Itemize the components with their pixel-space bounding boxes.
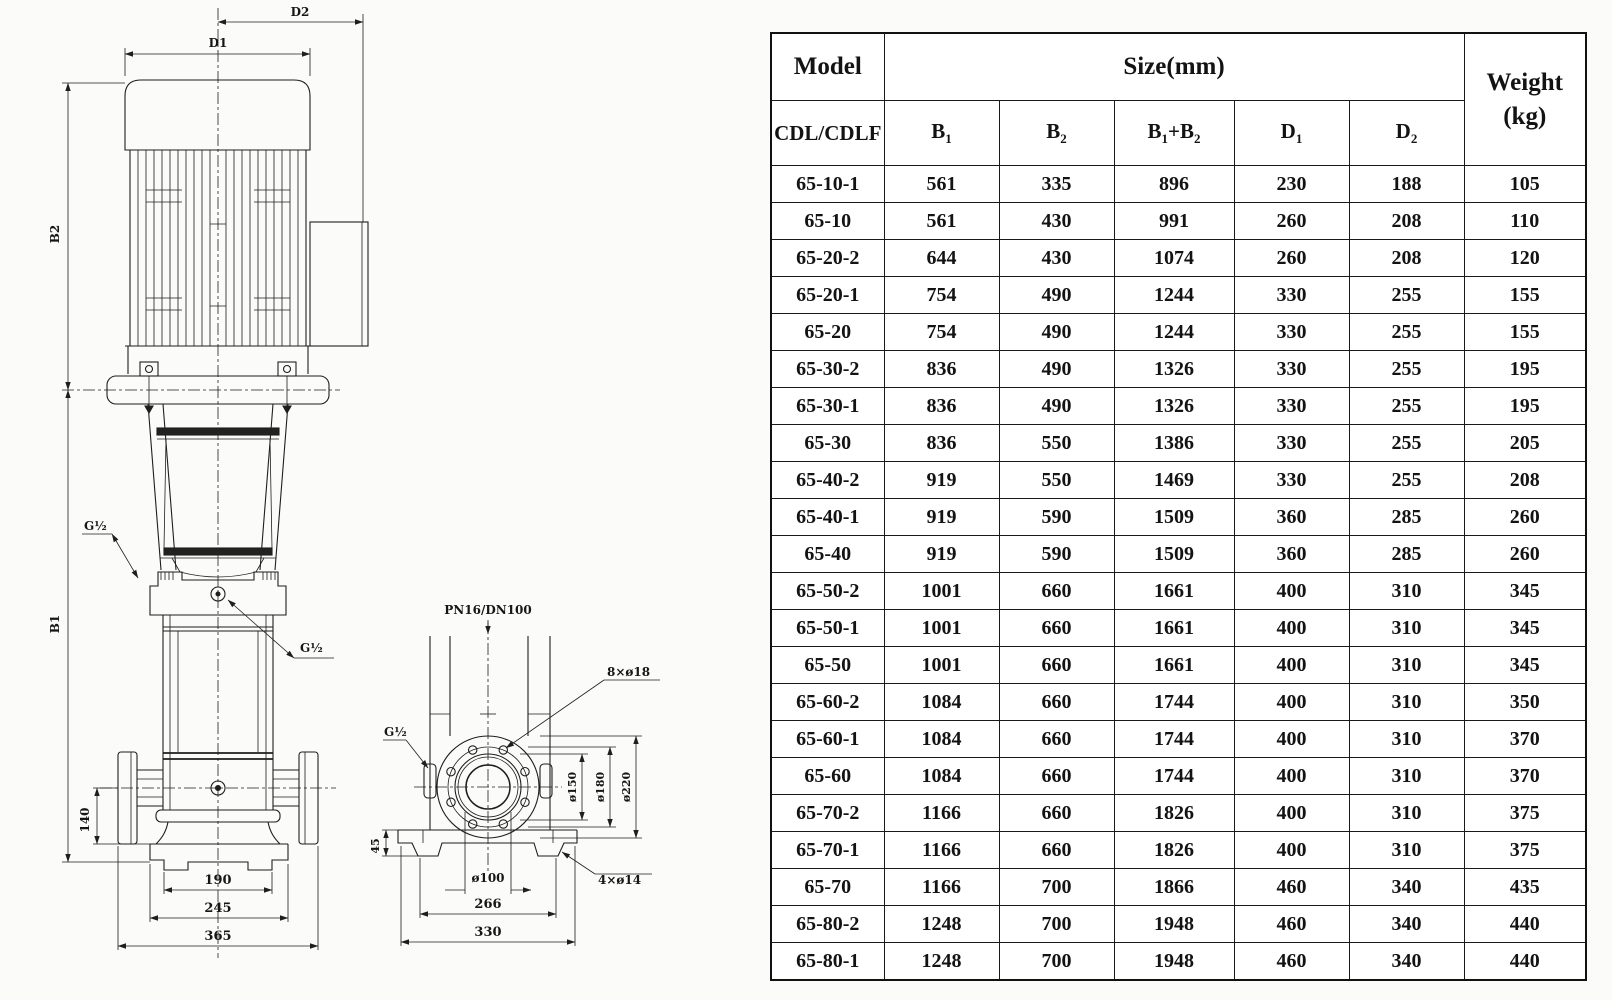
- value-cell: 340: [1349, 906, 1464, 943]
- model-cell: 65-40-1: [771, 499, 884, 536]
- value-cell: 1948: [1114, 906, 1234, 943]
- model-cell: 65-20: [771, 314, 884, 351]
- table-row: [771, 462, 1586, 499]
- value-cell: 660: [999, 647, 1114, 684]
- model-cell: 65-50-1: [771, 610, 884, 647]
- value-cell: 490: [999, 314, 1114, 351]
- value-cell: 255: [1349, 425, 1464, 462]
- value-cell: 1248: [884, 943, 999, 981]
- value-cell: 991: [1114, 203, 1234, 240]
- value-cell: 350: [1464, 684, 1586, 721]
- value-cell: 1001: [884, 647, 999, 684]
- value-cell: 700: [999, 906, 1114, 943]
- value-cell: 310: [1349, 647, 1464, 684]
- value-cell: 400: [1234, 684, 1349, 721]
- dim-label-d1: D1: [208, 36, 228, 50]
- model-cell: 65-60-1: [771, 721, 884, 758]
- pump-size-table: [770, 32, 1587, 981]
- dimension-d1: [125, 48, 310, 76]
- dim-label-190: 190: [204, 873, 232, 888]
- value-cell: 1744: [1114, 758, 1234, 795]
- value-cell: 330: [1234, 351, 1349, 388]
- dim-label-245: 245: [204, 901, 232, 916]
- value-cell: 1661: [1114, 610, 1234, 647]
- value-cell: 660: [999, 721, 1114, 758]
- model-cell: 65-40: [771, 536, 884, 573]
- base-holes-label: 4×ø14: [598, 873, 642, 887]
- model-cell: 65-80-2: [771, 906, 884, 943]
- value-cell: 1661: [1114, 647, 1234, 684]
- value-cell: 340: [1349, 869, 1464, 906]
- value-cell: 1326: [1114, 388, 1234, 425]
- value-cell: 330: [1234, 425, 1349, 462]
- value-cell: 260: [1234, 203, 1349, 240]
- column-header-size-4: $D_2$: [1349, 101, 1464, 166]
- value-cell: 1744: [1114, 684, 1234, 721]
- value-cell: 330: [1234, 314, 1349, 351]
- value-cell: 330: [1234, 277, 1349, 314]
- value-cell: 400: [1234, 647, 1349, 684]
- motor-junction-box: [310, 222, 368, 346]
- table-row: [771, 499, 1586, 536]
- model-cell: 65-10: [771, 203, 884, 240]
- dim-label-b2: B2: [48, 224, 62, 244]
- table-row: [771, 425, 1586, 462]
- value-cell: 310: [1349, 610, 1464, 647]
- table-row: [771, 203, 1586, 240]
- bolt-holes-label: 8×ø18: [607, 665, 651, 679]
- dim-label-dia180: ø180: [594, 771, 607, 803]
- value-cell: 1469: [1114, 462, 1234, 499]
- value-cell: 285: [1349, 536, 1464, 573]
- value-cell: 490: [999, 277, 1114, 314]
- model-cell: 65-30-1: [771, 388, 884, 425]
- flange-leaders: [383, 620, 660, 874]
- column-header-size-1: $B_2$: [999, 101, 1114, 166]
- table-row: [771, 684, 1586, 721]
- pump-technical-drawing: [0, 0, 770, 1000]
- table-row: [771, 758, 1586, 795]
- dimension-b: [62, 83, 150, 862]
- value-cell: 1248: [884, 906, 999, 943]
- value-cell: 208: [1349, 240, 1464, 277]
- value-cell: 460: [1234, 943, 1349, 981]
- model-cell: 65-20-2: [771, 240, 884, 277]
- value-cell: 660: [999, 684, 1114, 721]
- value-cell: 919: [884, 499, 999, 536]
- table-row: [771, 610, 1586, 647]
- model-cell: 65-50: [771, 647, 884, 684]
- value-cell: 460: [1234, 869, 1349, 906]
- table-row: [771, 647, 1586, 684]
- table-row: [771, 536, 1586, 573]
- value-cell: 400: [1234, 758, 1349, 795]
- value-cell: 255: [1349, 277, 1464, 314]
- value-cell: 345: [1464, 610, 1586, 647]
- table-row: [771, 943, 1586, 981]
- value-cell: 310: [1349, 832, 1464, 869]
- value-cell: 1509: [1114, 499, 1234, 536]
- value-cell: 430: [999, 240, 1114, 277]
- value-cell: 310: [1349, 795, 1464, 832]
- table-row: [771, 906, 1586, 943]
- value-cell: 836: [884, 351, 999, 388]
- value-cell: 660: [999, 573, 1114, 610]
- model-cell: 65-30-2: [771, 351, 884, 388]
- value-cell: 260: [1464, 536, 1586, 573]
- value-cell: 310: [1349, 684, 1464, 721]
- motor-outline: [125, 80, 310, 346]
- value-cell: 700: [999, 943, 1114, 981]
- model-cell: 65-20-1: [771, 277, 884, 314]
- value-cell: 255: [1349, 351, 1464, 388]
- table-row: [771, 869, 1586, 906]
- model-cell: 65-30: [771, 425, 884, 462]
- value-cell: 195: [1464, 388, 1586, 425]
- dimension-d2: [218, 14, 363, 222]
- value-cell: 754: [884, 314, 999, 351]
- dim-label-dia100: ø100: [471, 871, 505, 885]
- value-cell: 345: [1464, 647, 1586, 684]
- value-cell: 255: [1349, 388, 1464, 425]
- table-row: [771, 351, 1586, 388]
- model-cell: 65-50-2: [771, 573, 884, 610]
- column-header-series: CDL/CDLF: [771, 101, 884, 166]
- value-cell: 205: [1464, 425, 1586, 462]
- value-cell: 310: [1349, 721, 1464, 758]
- value-cell: 1244: [1114, 277, 1234, 314]
- value-cell: 208: [1464, 462, 1586, 499]
- model-cell: 65-60: [771, 758, 884, 795]
- dim-label-dia150: ø150: [566, 771, 579, 803]
- column-header-size-3: $D_1$: [1234, 101, 1349, 166]
- value-cell: 700: [999, 869, 1114, 906]
- model-cell: 65-70: [771, 869, 884, 906]
- value-cell: 400: [1234, 573, 1349, 610]
- value-cell: 375: [1464, 832, 1586, 869]
- dim-label-330: 330: [474, 925, 502, 940]
- value-cell: 644: [884, 240, 999, 277]
- table-row: [771, 388, 1586, 425]
- value-cell: 208: [1349, 203, 1464, 240]
- dimension-140: [93, 788, 150, 844]
- value-cell: 754: [884, 277, 999, 314]
- value-cell: 896: [1114, 166, 1234, 203]
- weight-label-line1: Weight: [1486, 68, 1563, 96]
- value-cell: 1084: [884, 758, 999, 795]
- value-cell: 1166: [884, 869, 999, 906]
- value-cell: 836: [884, 388, 999, 425]
- value-cell: 1244: [1114, 314, 1234, 351]
- value-cell: 230: [1234, 166, 1349, 203]
- column-header-model: Model: [771, 33, 884, 101]
- value-cell: 440: [1464, 906, 1586, 943]
- value-cell: 310: [1349, 758, 1464, 795]
- value-cell: 1866: [1114, 869, 1234, 906]
- value-cell: 490: [999, 388, 1114, 425]
- table-row: [771, 240, 1586, 277]
- value-cell: 1661: [1114, 573, 1234, 610]
- value-cell: 590: [999, 536, 1114, 573]
- model-cell: 65-70-2: [771, 795, 884, 832]
- value-cell: 260: [1464, 499, 1586, 536]
- value-cell: 110: [1464, 203, 1586, 240]
- table-row: [771, 314, 1586, 351]
- dim-label-140: 140: [78, 807, 92, 833]
- value-cell: 430: [999, 203, 1114, 240]
- value-cell: 1166: [884, 795, 999, 832]
- value-cell: 400: [1234, 832, 1349, 869]
- value-cell: 1744: [1114, 721, 1234, 758]
- value-cell: 919: [884, 462, 999, 499]
- value-cell: 375: [1464, 795, 1586, 832]
- value-cell: 440: [1464, 943, 1586, 981]
- value-cell: 360: [1234, 536, 1349, 573]
- dim-label-45: 45: [369, 838, 382, 854]
- value-cell: 561: [884, 166, 999, 203]
- column-header-size: Size(mm): [884, 33, 1464, 101]
- dimension-table: [770, 32, 1587, 981]
- value-cell: 590: [999, 499, 1114, 536]
- value-cell: 1074: [1114, 240, 1234, 277]
- value-cell: 260: [1234, 240, 1349, 277]
- inlet-thread-label: G½: [84, 519, 107, 533]
- table-row: [771, 795, 1586, 832]
- model-cell: 65-40-2: [771, 462, 884, 499]
- dim-label-d2: D2: [290, 5, 310, 19]
- column-header-weight: [1464, 33, 1586, 166]
- gauge-thread-label: G½: [384, 725, 407, 739]
- table-row: [771, 277, 1586, 314]
- model-cell: 65-60-2: [771, 684, 884, 721]
- dim-label-266: 266: [474, 897, 502, 912]
- value-cell: 360: [1234, 499, 1349, 536]
- value-cell: 400: [1234, 610, 1349, 647]
- weight-label-line2: (kg): [1503, 102, 1547, 130]
- value-cell: 460: [1234, 906, 1349, 943]
- value-cell: 255: [1349, 462, 1464, 499]
- value-cell: 660: [999, 832, 1114, 869]
- drain-thread-label: G½: [300, 641, 323, 655]
- value-cell: 255: [1349, 314, 1464, 351]
- value-cell: 1084: [884, 721, 999, 758]
- value-cell: 1826: [1114, 832, 1234, 869]
- value-cell: 1326: [1114, 351, 1234, 388]
- value-cell: 660: [999, 795, 1114, 832]
- value-cell: 120: [1464, 240, 1586, 277]
- value-cell: 340: [1349, 943, 1464, 981]
- table-row: [771, 166, 1586, 203]
- value-cell: 1001: [884, 573, 999, 610]
- value-cell: 561: [884, 203, 999, 240]
- value-cell: 1948: [1114, 943, 1234, 981]
- value-cell: 370: [1464, 758, 1586, 795]
- dim-label-365: 365: [204, 929, 232, 944]
- value-cell: 155: [1464, 277, 1586, 314]
- value-cell: 195: [1464, 351, 1586, 388]
- value-cell: 345: [1464, 573, 1586, 610]
- flange-base: [398, 830, 577, 856]
- value-cell: 1166: [884, 832, 999, 869]
- value-cell: 330: [1234, 388, 1349, 425]
- table-row: [771, 573, 1586, 610]
- value-cell: 1084: [884, 684, 999, 721]
- table-row: [771, 832, 1586, 869]
- value-cell: 550: [999, 425, 1114, 462]
- value-cell: 285: [1349, 499, 1464, 536]
- value-cell: 310: [1349, 573, 1464, 610]
- value-cell: 1826: [1114, 795, 1234, 832]
- value-cell: 1509: [1114, 536, 1234, 573]
- value-cell: 1001: [884, 610, 999, 647]
- value-cell: 370: [1464, 721, 1586, 758]
- model-cell: 65-80-1: [771, 943, 884, 981]
- dim-label-b1: B1: [48, 614, 62, 634]
- value-cell: 490: [999, 351, 1114, 388]
- value-cell: 155: [1464, 314, 1586, 351]
- pump-base: [150, 810, 288, 870]
- dim-label-dia220: ø220: [620, 771, 633, 803]
- value-cell: 660: [999, 758, 1114, 795]
- value-cell: 550: [999, 462, 1114, 499]
- value-cell: 919: [884, 536, 999, 573]
- column-header-size-0: $B_1$: [884, 101, 999, 166]
- model-cell: 65-70-1: [771, 832, 884, 869]
- value-cell: 400: [1234, 795, 1349, 832]
- value-cell: 400: [1234, 721, 1349, 758]
- flange-spec-label: PN16/DN100: [444, 603, 532, 617]
- value-cell: 330: [1234, 462, 1349, 499]
- column-header-size-2: $B_1+B_2$: [1114, 101, 1234, 166]
- table-row: [771, 721, 1586, 758]
- model-cell: 65-10-1: [771, 166, 884, 203]
- value-cell: 435: [1464, 869, 1586, 906]
- value-cell: 1386: [1114, 425, 1234, 462]
- value-cell: 660: [999, 610, 1114, 647]
- value-cell: 836: [884, 425, 999, 462]
- value-cell: 105: [1464, 166, 1586, 203]
- value-cell: 188: [1349, 166, 1464, 203]
- value-cell: 335: [999, 166, 1114, 203]
